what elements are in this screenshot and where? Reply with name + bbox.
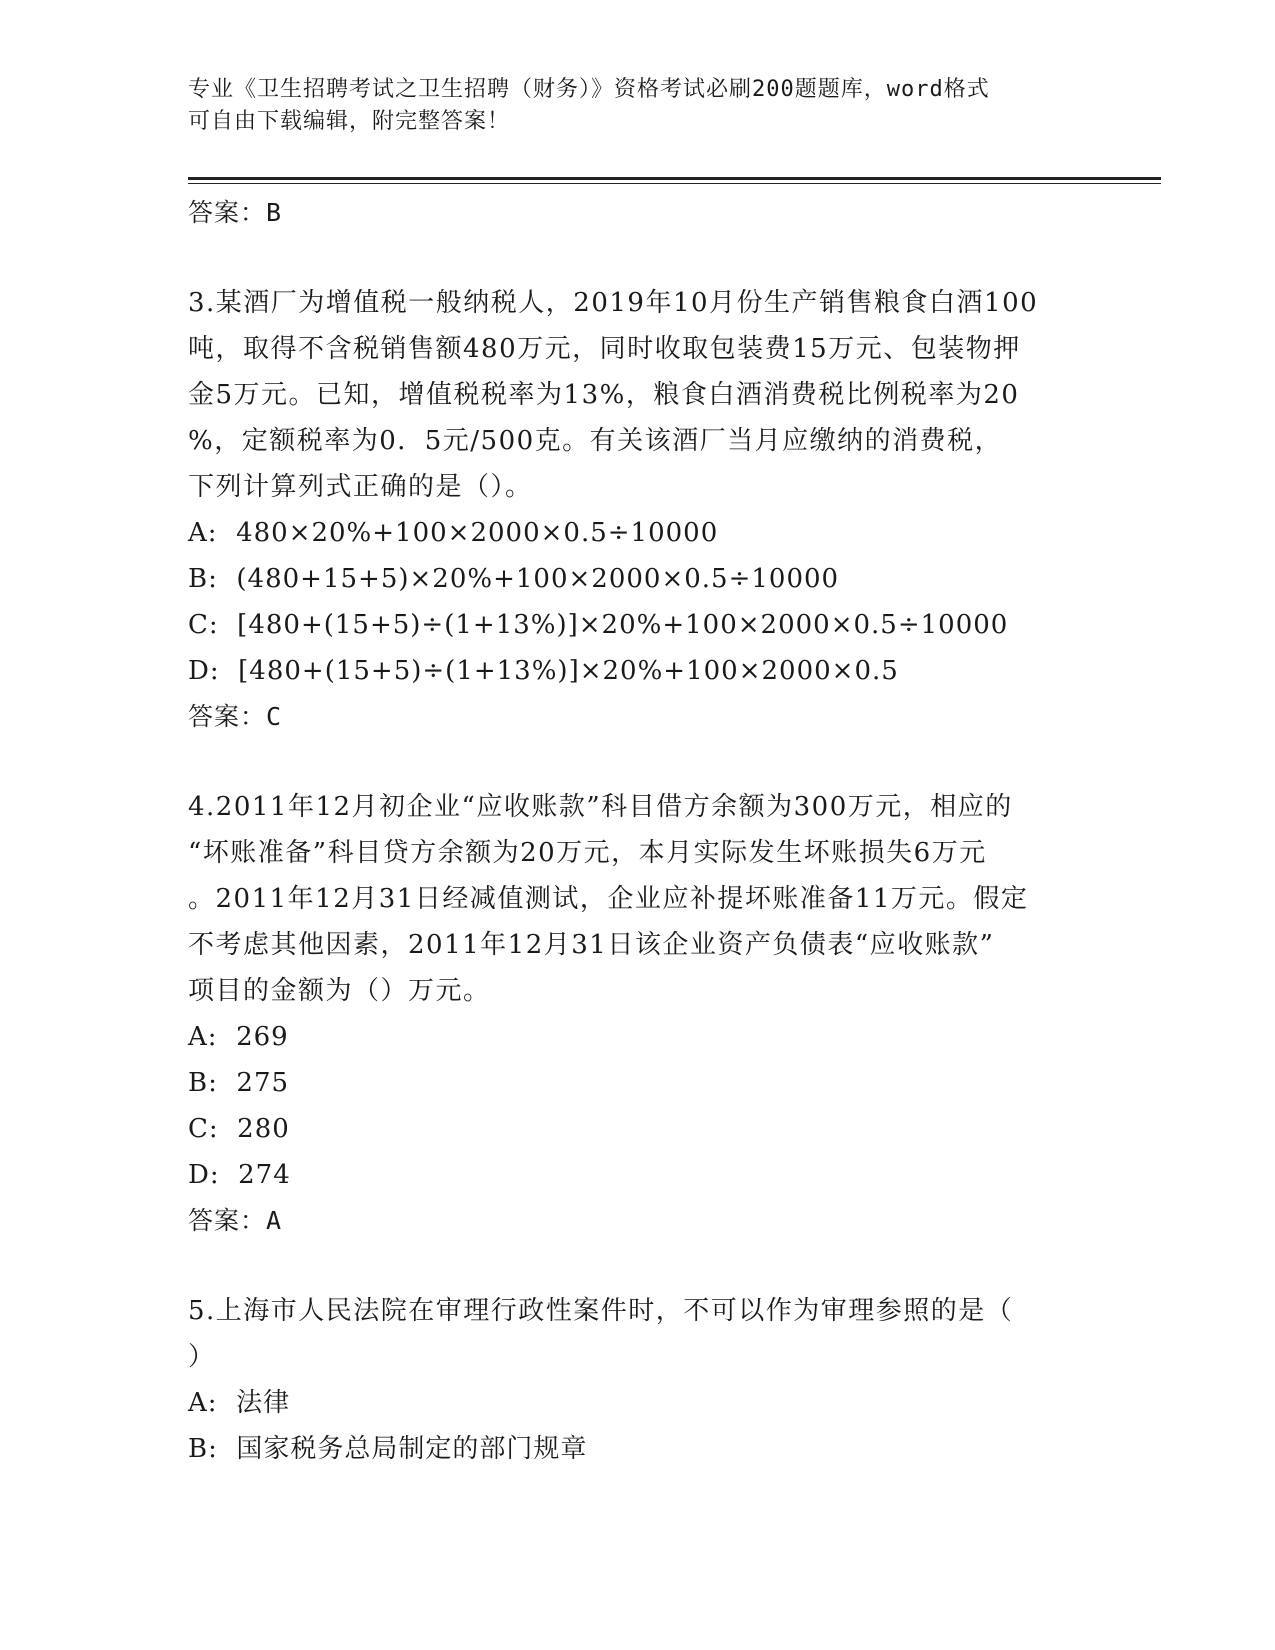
stem-line: %，定额税率为0．5元/500克。有关该酒厂当月应缴纳的消费税， <box>188 426 1003 456</box>
stem-line: 。2011年12月31日经减值测试，企业应补提坏账准备11万元。假定 <box>188 884 1029 914</box>
question-stem <box>188 1288 1088 1380</box>
stem-line: 不考虑其他因素，2011年12月31日该企业资产负债表“应收账款” <box>188 930 995 960</box>
stem-line: 项目的金额为（）万元。 <box>188 976 491 1006</box>
option-d: D: 274 <box>188 1160 291 1190</box>
option-d: D: [480+(15+5)÷(1+13%)]×20%+100×2000×0.5 <box>188 656 899 686</box>
option-a: A: 269 <box>188 1022 289 1052</box>
question-stem <box>188 280 1088 510</box>
stem-line: “坏账准备”科目贷方余额为20万元，本月实际发生坏账损失6万元 <box>188 838 987 868</box>
page-header <box>188 74 1088 138</box>
answer-line: 答案：B <box>188 198 283 227</box>
option-c: C: 280 <box>188 1114 290 1144</box>
header-line-2: 可自由下载编辑，附完整答案！ <box>188 109 511 134</box>
option-b: B: 国家税务总局制定的部门规章 <box>188 1434 588 1464</box>
header-divider-thin <box>188 183 1161 184</box>
question-list <box>188 190 1088 1472</box>
option-b: B: (480+15+5)×20%+100×2000×0.5÷10000 <box>188 564 840 594</box>
stem-line: 金5万元。已知，增值税税率为13%，粮食白酒消费税比例税率为20 <box>188 380 1020 410</box>
stem-line: 5.上海市人民法院在审理行政性案件时，不可以作为审理参照的是（ <box>188 1296 1014 1326</box>
answer-line: 答案：A <box>188 1206 283 1235</box>
option-a: A: 480×20%+100×2000×0.5÷10000 <box>188 518 719 548</box>
question-stem <box>188 784 1088 1014</box>
stem-line: 4.2011年12月初企业“应收账款”科目借方余额为300万元，相应的 <box>188 792 1013 822</box>
question-block <box>188 784 1088 1244</box>
stem-line: 3.某酒厂为增值税一般纳税人，2019年10月份生产销售粮食白酒100 <box>188 288 1039 318</box>
header-divider-thick <box>188 177 1161 180</box>
option-c: C: [480+(15+5)÷(1+13%)]×20%+100×2000×0.5÷10000 <box>188 610 1009 640</box>
stem-line: 吨，取得不含税销售额480万元，同时收取包装费15万元、包装物押 <box>188 334 1021 364</box>
stem-line: ） <box>188 1342 216 1372</box>
option-b: B: 275 <box>188 1068 290 1098</box>
question-block <box>188 1288 1088 1472</box>
answer-line: 答案：C <box>188 702 283 731</box>
question-block <box>188 280 1088 740</box>
header-line-1: 专业《卫生招聘考试之卫生招聘（财务）》资格考试必刷200题题库，word格式 <box>188 77 990 102</box>
stem-line: 下列计算列式正确的是（）。 <box>188 472 533 502</box>
option-a: A: 法律 <box>188 1388 291 1418</box>
